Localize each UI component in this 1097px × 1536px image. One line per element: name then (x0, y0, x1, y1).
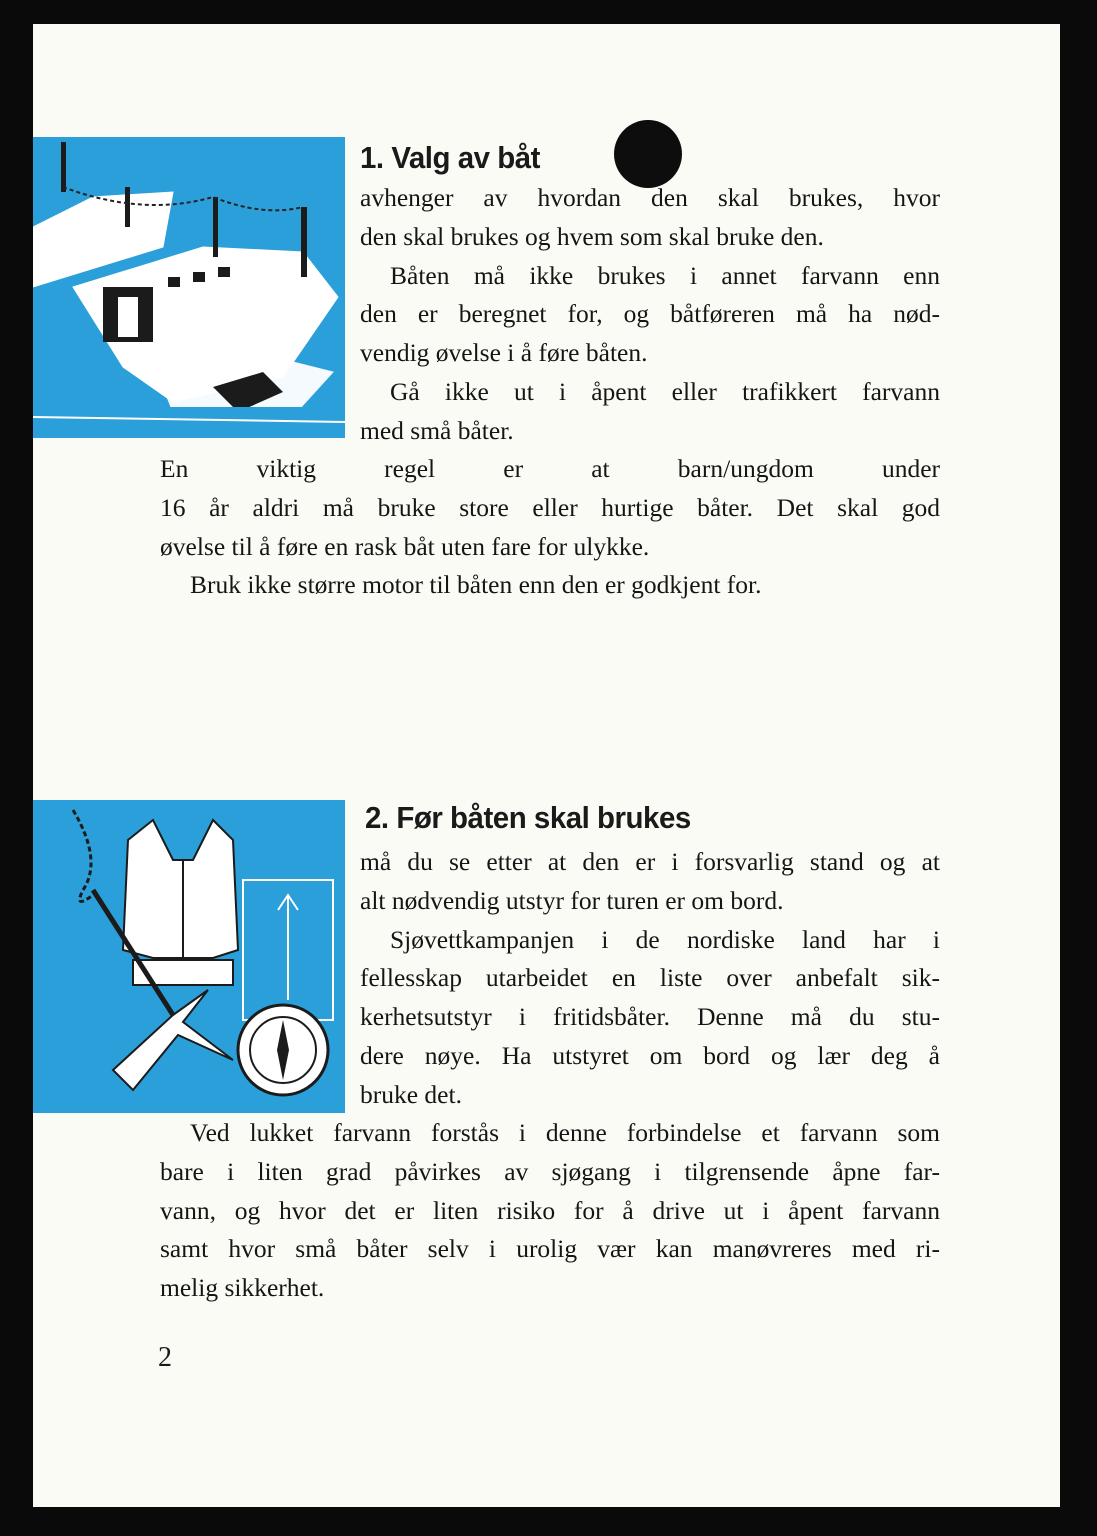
text-line: dere nøye. Ha utstyret om bord og lær deg å (360, 1040, 940, 1070)
text-line: vann, og hvor det er liten risiko for å drive ut i åpent farvann (160, 1195, 940, 1225)
text-line: øvelse til å føre en rask båt uten fare for ulykke. (160, 531, 650, 561)
text-line: Bruk ikke større motor til båten enn den er godkjent for. (190, 570, 762, 600)
page-number: 2 (158, 1342, 172, 1373)
text-line: må du se etter at den er i forsvarlig stand og at (360, 847, 940, 876)
text-line: Gå ikke ut i åpent eller trafikkert farvann (390, 376, 940, 406)
safety-equipment-illustration (33, 800, 345, 1113)
boats-illustration (33, 137, 345, 438)
boats-icon (33, 137, 345, 438)
punch-hole (614, 120, 682, 188)
text-line: fellesskap utarbeidet en liste over anbefalt sik- (360, 963, 940, 993)
section-1-text-wide (160, 450, 940, 605)
section-2-text (360, 843, 940, 1115)
chart-map-icon (243, 880, 333, 1020)
text-line: Ved lukket farvann forstås i denne forbindelse et farvann som (190, 1118, 940, 1147)
text-line: bare i liten grad påvirkes av sjøgang i tilgrensende åpne far- (160, 1156, 940, 1186)
text-line: vendig øvelse i å føre båten. (360, 338, 648, 368)
section-1-text (360, 179, 940, 451)
section-2-heading: 2. Før båten skal brukes (365, 800, 691, 835)
text-line: En viktig regel er at barn/ungdom under (160, 454, 940, 483)
text-line: avhenger av hvordan den skal brukes, hvor (360, 183, 940, 212)
text-line: den er beregnet for, og båtføreren må ha nød- (360, 299, 940, 329)
text-line: bruke det. (360, 1079, 462, 1109)
text-line: 16 år aldri må bruke store eller hurtige båter. Det skal god (160, 492, 940, 522)
text-line: kerhetsutstyr i fritidsbåter. Denne må du stu- (360, 1002, 940, 1032)
text-line: den skal brukes og hvem som skal bruke den. (360, 221, 824, 251)
text-line: Båten må ikke brukes i annet farvann enn (390, 260, 940, 290)
text-line: melig sikkerhet. (160, 1273, 325, 1303)
text-line: Sjøvettkampanjen i de nordiske land har i (390, 924, 940, 954)
text-line: med små båter. (360, 415, 514, 445)
section-1-heading: 1. Valg av båt (360, 140, 540, 175)
text-line: samt hvor små båter selv i urolig vær kan manøvreres med ri- (160, 1234, 940, 1264)
text-line: alt nødvendig utstyr for turen er om bord. (360, 885, 784, 915)
compass-icon (238, 1005, 328, 1095)
section-2-text-wide (160, 1114, 940, 1308)
